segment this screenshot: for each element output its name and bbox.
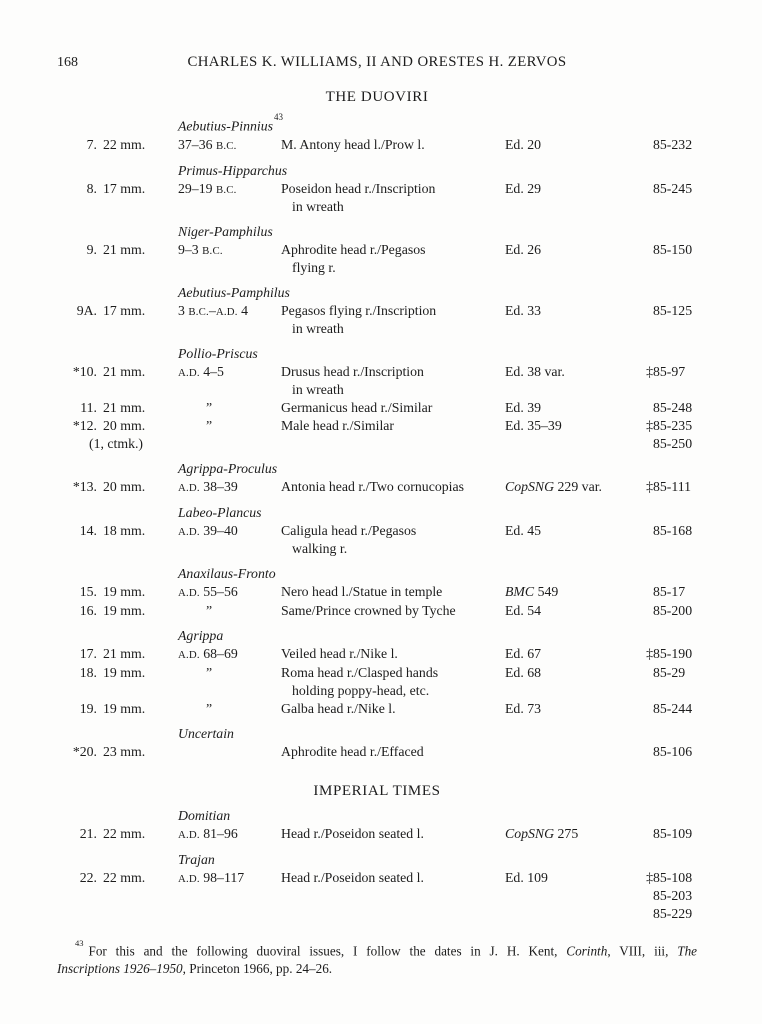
entry-inventory [653,700,697,718]
inventory-number: 85-203 [653,887,693,903]
entry-inventory [653,743,697,761]
catalog-entry [57,825,697,844]
section-heading: IMPERIAL TIMES [313,782,441,799]
entry-reference [505,700,653,718]
description-line: Aphrodite head r./Effaced [281,743,424,759]
entry-inventory [646,478,697,496]
description-line: Galba head r./Nike l. [281,700,396,716]
entry-description [281,522,505,558]
catalog-entry [57,399,697,417]
entry-number: 16. [79,602,97,618]
inventory-number: 85-245 [653,180,693,196]
entry-reference [505,302,653,320]
inventory-number: ‡ 85-97 [646,363,686,379]
description-line: Veiled head r./Nike l. [281,645,398,661]
group-name [178,504,697,522]
entry-date: ” [206,399,213,415]
entry-date: 29–19 B.C. [178,180,237,196]
description-line: Antonia head r./Two cornucopias [281,478,464,494]
inventory-number: 85-125 [653,302,693,318]
group-name [178,565,697,583]
entry-size-value: 22 mm. [103,869,146,885]
footnote-line-1 [57,938,697,960]
entry-size-value: 21 mm. [103,241,146,257]
entry-inventory [653,583,697,601]
group-name-text: Aebutius-Pinnius [178,118,274,134]
inventory-number: 85-168 [653,522,693,538]
description-line: Roma head r./Clasped hands [281,664,439,680]
coin-group [57,725,697,761]
double-dagger-icon: ‡ [646,869,653,885]
double-dagger-icon: ‡ [646,645,653,661]
entry-inventory [646,869,697,923]
coin-group [57,284,697,338]
entry-reference [505,180,653,198]
inventory-number: 85-244 [653,700,693,716]
footnote-segment: , VIII, iii, [607,942,678,958]
inventory-number: 85-248 [653,399,693,415]
reference-segment: Ed. 38 var. [505,363,565,379]
entry-reference [505,399,653,417]
description-line: Head r./Poseidon seated l. [281,825,424,841]
entry-number: *20. [72,743,97,759]
catalog-entry [57,136,697,155]
entry-description [281,645,505,663]
entry-size [97,399,178,417]
entry-size-value: 19 mm. [103,700,146,716]
reference-segment: Ed. 26 [505,241,542,257]
inventory-number: ‡ 85-235 [646,417,693,433]
group-name-text: Anaxilaus-Fronto [178,565,276,581]
reference-segment: Ed. 33 [505,302,542,318]
entry-inventory [646,363,697,381]
era-smallcaps: A.D. [178,586,200,599]
entry-size-value: 17 mm. [103,302,146,318]
entry-size [89,417,178,453]
entry-reference [505,136,653,154]
entry-description [281,700,505,718]
coin-group [57,345,697,453]
entry-description [281,743,505,761]
catalog-entry [57,700,697,718]
entry-number: 8. [86,180,97,196]
group-name-text: Domitian [178,807,231,823]
footnote-segment: The [677,942,698,958]
reference-segment: Ed. 73 [505,700,542,716]
entry-size [97,743,178,761]
page-number: 168 [57,55,78,70]
reference-segment: Ed. 45 [505,522,542,538]
entry-size [97,602,178,620]
catalog-entry [57,180,697,216]
inventory-number: 85-29 [653,664,686,680]
description-line: Poseidon head r./Inscription [281,180,436,196]
description-line: walking r. [292,540,348,556]
entry-size [97,700,178,718]
entry-size-value: 19 mm. [103,664,146,680]
entry-number: *13. [72,478,97,494]
reference-segment: Ed. 29 [505,180,542,196]
reference-segment: 229 var. [554,478,602,494]
group-name-text: Niger-Pamphilus [178,223,273,239]
coin-group [57,565,697,620]
entry-number: 14. [79,522,97,538]
reference-segment: Ed. 68 [505,664,542,680]
group-name [178,223,697,241]
catalog-entry [57,417,697,453]
entry-description [281,241,505,277]
entry-date: 9–3 B.C. [178,241,223,257]
coin-group [57,807,697,844]
entry-size-value: 19 mm. [103,583,146,599]
entry-description [281,583,505,601]
entry-reference [505,645,653,663]
description-line: Caligula head r./Pegasos [281,522,417,538]
entry-date: 37–36 B.C. [178,136,237,152]
reference-segment: CopSNG [505,825,555,841]
entry-size-value: 22 mm. [103,136,146,152]
group-name [178,162,697,180]
era-smallcaps: B.C. [202,244,223,257]
entry-date: A.D. 81–96 [178,825,238,841]
entry-inventory [653,399,697,417]
entry-inventory [653,302,697,320]
reference-segment: 549 [534,583,559,599]
reference-segment: Ed. 35–39 [505,417,562,433]
entry-reference [505,664,653,682]
entry-date: A.D. 38–39 [178,478,238,494]
group-footnote-ref: 43 [274,112,284,122]
coin-group [57,223,697,277]
footnote-mark: 43 [75,937,84,948]
description-line: Drusus head r./Inscription [281,363,424,379]
inventory-number: 85-106 [653,743,693,759]
running-head [57,53,697,71]
entry-reference [505,478,653,496]
footnote-segment: Inscriptions 1926–1950 [57,960,183,976]
era-smallcaps: B.C. [215,139,237,152]
running-head-title: CHARLES K. WILLIAMS, II AND ORESTES H. ZERVOS [187,54,567,70]
description-line: Pegasos flying r./Inscription [281,302,437,318]
entry-inventory [653,522,697,540]
catalog-entry [57,602,697,620]
entry-inventory [653,241,697,259]
entry-description [281,363,505,399]
entry-number: 21. [79,825,97,841]
double-dagger-icon: ‡ [646,478,653,494]
entry-date: A.D. 39–40 [178,522,238,538]
group-name-text: Uncertain [178,725,234,741]
inventory-number: 85-150 [653,241,693,257]
coin-group [57,504,697,558]
description-line: flying r. [292,259,336,275]
description-line: Aphrodite head r./Pegasos [281,241,426,257]
entry-description [281,399,505,417]
era-smallcaps: A.D. [178,872,200,885]
catalog-entry [57,363,697,399]
coin-group [57,162,697,216]
double-dagger-icon: ‡ [646,363,653,379]
catalog-entry [57,302,697,338]
entry-date: ” [206,602,213,618]
coin-group [57,627,697,718]
entry-reference [505,363,653,381]
group-name-text: Agrippa-Proculus [178,460,278,476]
group-name-text: Trajan [178,851,215,867]
era-smallcaps: A.D. [215,305,238,318]
entry-number: 7. [86,136,97,152]
reference-segment: Ed. 39 [505,399,542,415]
group-name [178,851,697,869]
entry-size-note: (1, ctmk.) [89,435,144,451]
description-line: in wreath [292,198,344,214]
era-smallcaps: A.D. [178,481,200,494]
entry-number: 15. [79,583,97,599]
entry-size [97,478,178,496]
inventory-number: 85-229 [653,905,693,921]
footnote-segment: Corinth [566,942,608,958]
description-line: in wreath [292,381,344,397]
catalog-entry [57,478,697,497]
entry-number: 19. [79,700,97,716]
group-name [178,113,697,136]
entry-number: 11. [80,399,97,415]
catalog-entry [57,664,697,700]
group-name [178,807,697,825]
entry-description [281,136,505,154]
group-name [178,345,697,363]
entry-reference [505,825,653,843]
footnote-line-2 [57,960,697,978]
era-smallcaps: A.D. [178,648,200,661]
entry-reference [505,241,653,259]
coin-group [57,113,697,155]
reference-segment: CopSNG [505,478,555,494]
description-line: Germanicus head r./Similar [281,399,433,415]
description-line: holding poppy-head, etc. [292,682,430,698]
entry-size [97,180,178,198]
entry-reference [505,417,653,435]
entry-size [97,302,178,320]
entry-date: 3 B.C.–A.D. 4 [178,302,249,318]
catalog-entry [57,869,697,923]
entry-date: A.D. 98–117 [178,869,245,885]
entry-date: ” [206,417,213,433]
entry-size [97,664,178,682]
group-name [178,460,697,478]
entry-size-value: 21 mm. [103,645,146,661]
entry-size-value: 22 mm. [103,825,146,841]
group-name [178,627,697,645]
entry-date: ” [206,700,213,716]
entry-size [97,869,178,887]
entry-size [97,363,178,381]
reference-segment: BMC [505,583,535,599]
entry-number: 9. [86,241,97,257]
entry-description [281,869,505,887]
inventory-number: ‡ 85-111 [646,478,692,494]
entry-size [97,136,178,154]
catalog-entry [57,645,697,664]
entry-reference [505,583,653,601]
inventory-number: ‡ 85-108 [646,869,693,885]
description-line: Head r./Poseidon seated l. [281,869,424,885]
entry-description [281,302,505,338]
entry-reference [505,869,653,887]
entry-size-value: 19 mm. [103,602,146,618]
era-smallcaps: A.D. [178,525,200,538]
footnote-text-line-1 [89,943,698,958]
entry-number: *10. [72,363,97,379]
group-name-text: Primus-Hipparchus [178,162,288,178]
catalog [57,88,697,923]
era-smallcaps: A.D. [178,366,200,379]
entry-number: *12. [72,417,97,433]
group-name-text: Labeo-Plancus [178,504,262,520]
reference-segment: Ed. 67 [505,645,542,661]
entry-size [97,645,178,663]
reference-segment: Ed. 109 [505,869,548,885]
catalog-entry [57,522,697,558]
entry-inventory [646,417,697,453]
entry-inventory [653,180,697,198]
entry-description [281,417,505,435]
reference-segment: 275 [554,825,579,841]
inventory-number: 85-200 [653,602,693,618]
description-line: Nero head l./Statue in temple [281,583,443,599]
entry-number: 18. [79,664,97,680]
entry-size-value: 20 mm. [103,478,146,494]
entry-description [281,664,505,700]
entry-inventory [653,136,697,154]
footnote-segment: , Princeton 1966, pp. 24–26. [182,960,333,976]
group-name-text: Pollio-Priscus [178,345,258,361]
reference-segment: Ed. 20 [505,136,542,152]
entry-size-value: 18 mm. [103,522,146,538]
entry-size [97,522,178,540]
entry-size [97,583,178,601]
entry-number: 17. [79,645,97,661]
description-line: Male head r./Similar [281,417,395,433]
inventory-number: 85-250 [653,435,693,451]
entry-inventory [653,664,697,682]
section-heading: THE DUOVIRI [325,89,429,105]
entry-number: 22. [79,869,97,885]
entry-size [97,825,178,843]
era-smallcaps: B.C. [215,183,237,196]
group-name [178,284,697,302]
group-name-text: Aebutius-Pamphilus [178,284,290,300]
inventory-number: 85-109 [653,825,693,841]
coin-group [57,851,697,923]
entry-date: A.D. 55–56 [178,583,238,599]
catalog-entry [57,241,697,277]
group-name [178,725,697,743]
footnote-segment: For this and the following duoviral issues, I follow the dates in J. H. Kent, [88,942,567,958]
inventory-number: 85-17 [653,583,686,599]
entry-size [97,241,178,259]
entry-description [281,180,505,216]
entry-size-value: 21 mm. [103,399,146,415]
double-dagger-icon: ‡ [646,417,653,433]
entry-date: A.D. 68–69 [178,645,238,661]
entry-size-value: 20 mm. [103,417,146,433]
entry-description [281,602,505,620]
entry-description [281,478,505,496]
era-smallcaps: A.D. [178,828,200,841]
entry-inventory [646,645,697,663]
description-line: Same/Prince crowned by Tyche [281,602,456,618]
entry-size-value: 17 mm. [103,180,146,196]
coin-group [57,460,697,497]
entry-size-value: 23 mm. [103,743,146,759]
entry-inventory [653,602,697,620]
description-line: M. Antony head l./Prow l. [281,136,425,152]
era-smallcaps: B.C. [188,305,209,318]
entry-description [281,825,505,843]
catalog-entry [57,743,697,761]
group-name-text: Agrippa [178,627,224,643]
entry-size-value: 21 mm. [103,363,146,379]
inventory-number: ‡ 85-190 [646,645,693,661]
description-line: in wreath [292,320,344,336]
entry-number: 9A. [76,302,97,318]
entry-date: ” [206,664,213,680]
entry-reference [505,522,653,540]
entry-inventory [653,825,697,843]
inventory-number: 85-232 [653,136,693,152]
footnote [57,938,697,978]
catalog-entry [57,583,697,602]
reference-segment: Ed. 54 [505,602,542,618]
entry-reference [505,602,653,620]
entry-date: A.D. 4–5 [178,363,224,379]
